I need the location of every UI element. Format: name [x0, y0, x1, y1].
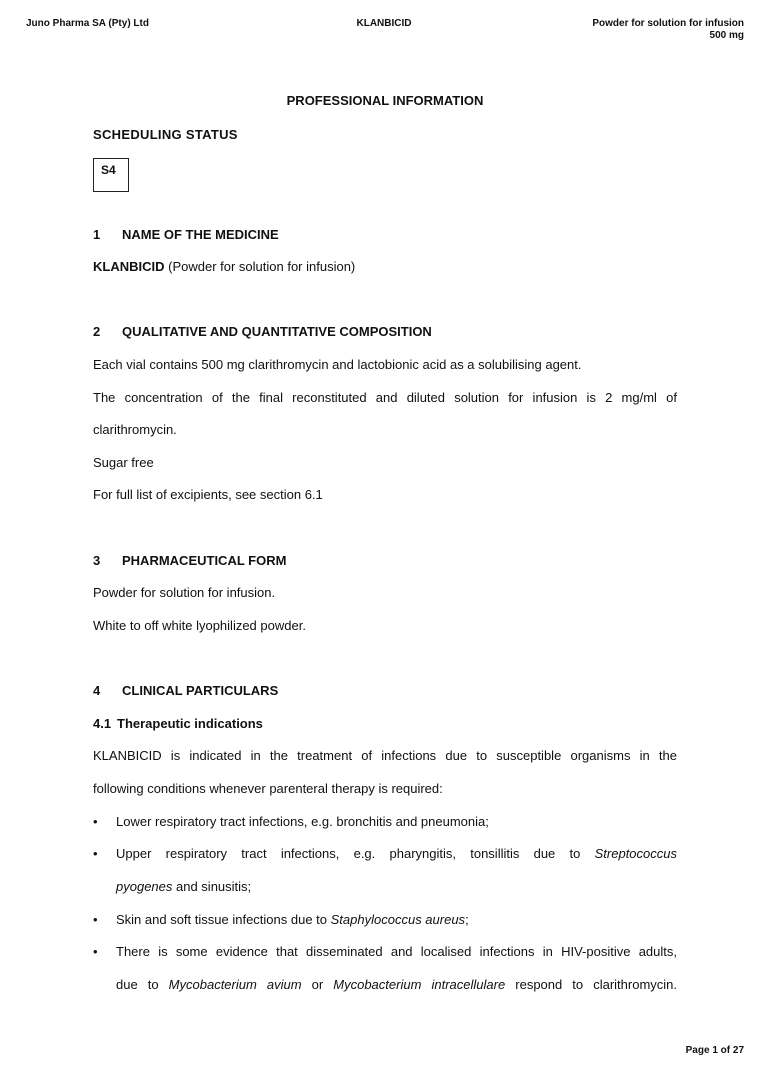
bullet-icon: •: [93, 912, 98, 927]
indications-intro-line-2: following conditions whenever parenteral therapy is required:: [93, 781, 443, 796]
bullet-icon: •: [93, 814, 98, 829]
section-4-heading: [93, 683, 278, 698]
header-product: KLANBICID: [356, 18, 412, 29]
composition-line-3: clarithromycin.: [93, 422, 177, 437]
section-2-number: 2: [93, 324, 101, 339]
section-1-heading: [93, 227, 279, 242]
bullet-icon: •: [93, 944, 98, 959]
header-company: Juno Pharma SA (Pty) Ltd: [26, 18, 149, 29]
header-form-line1: Powder for solution for infusion: [592, 18, 744, 29]
section-1-title: NAME OF THE MEDICINE: [122, 227, 279, 242]
composition-line-4: Sugar free: [93, 455, 154, 470]
indication-text-1: Lower respiratory tract infections, e.g. bronchitis and pneumonia;: [116, 814, 489, 829]
medicine-name-line: [93, 259, 355, 274]
subsection-4-1-number: 4.1: [93, 716, 112, 731]
document-title: PROFESSIONAL INFORMATION: [286, 93, 484, 108]
indications-intro-line-1: KLANBICID is indicated in the treatment of infections due to susceptible organisms in the: [93, 748, 677, 763]
section-4-number: 4: [93, 683, 101, 698]
subsection-4-1-heading: [93, 716, 263, 731]
section-3-heading: [93, 553, 286, 568]
scheduling-box: [93, 158, 129, 192]
scheduling-value: S4: [101, 163, 116, 177]
organism-name: pyogenes: [116, 879, 173, 894]
bullet-icon: •: [93, 846, 98, 861]
composition-line-5: For full list of excipients, see section 6.1: [93, 487, 323, 502]
indication-text-4-line-1: There is some evidence that disseminated and localised infections in HIV-positive adults,: [116, 944, 677, 959]
header-form-line2: 500 mg: [709, 30, 744, 41]
form-line-1: Powder for solution for infusion.: [93, 585, 276, 600]
subsection-4-1-title: Therapeutic indications: [117, 716, 263, 731]
indication-text-3: Skin and soft tissue infections due to Staphylococcus aureus;: [116, 912, 469, 927]
composition-line-2: The concentration of the final reconstituted and diluted solution for infusion is 2 mg/ml of: [93, 390, 677, 405]
section-2-title: QUALITATIVE AND QUANTITATIVE COMPOSITION: [122, 324, 432, 339]
form-line-2: White to off white lyophilized powder.: [93, 618, 306, 633]
indication-text-2-line-1: Upper respiratory tract infections, e.g. pharyngitis, tonsillitis due to Streptococcus: [116, 846, 677, 861]
indication-text-4-line-2: due to Mycobacterium avium or Mycobacterium intracellulare respond to clarithromycin.: [116, 977, 678, 992]
section-1-number: 1: [93, 227, 101, 242]
medicine-name: KLANBICID: [93, 259, 165, 274]
scheduling-heading: SCHEDULING STATUS: [93, 127, 238, 142]
section-3-title: PHARMACEUTICAL FORM: [122, 553, 287, 568]
section-4-title: CLINICAL PARTICULARS: [122, 683, 279, 698]
medicine-form: (Powder for solution for infusion): [164, 259, 356, 274]
section-3-number: 3: [93, 553, 101, 568]
section-2-heading: [93, 324, 432, 339]
indication-text-2-line-2: pyogenes and sinusitis;: [116, 879, 252, 894]
composition-line-1: Each vial contains 500 mg clarithromycin and lactobionic acid as a solubilising agent.: [93, 357, 582, 372]
page-number: Page 1 of 27: [685, 1045, 744, 1056]
header-form: [592, 18, 744, 42]
